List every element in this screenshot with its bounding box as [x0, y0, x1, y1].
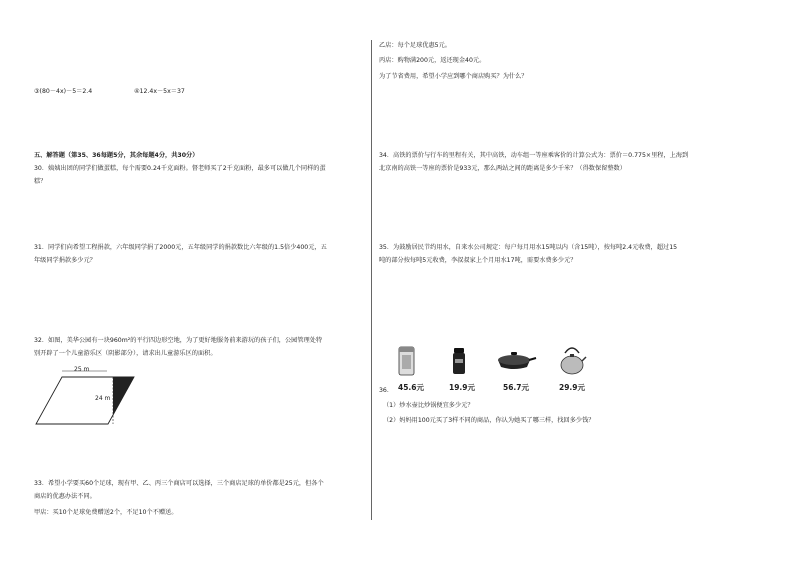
price-flask: 19.9元 [449, 383, 476, 392]
question-30-line-2: 糕？ [34, 178, 47, 185]
question-30-line-1: 30．姨姨出团的同学们做蛋糕，每个需要0.24千克面粉。督老师买了2千克面粉，最多可以做几个同样的蛋 [34, 165, 326, 172]
question-34-line-1: 34．高铁的票价与行车的里程有关，其中高铁，动车组一等座乘客价的计算公式为：票价＝0.775×里程，上海到 [379, 152, 689, 159]
question-35-line-1: 35．为鼓励居民节约用水，自来水公司规定：每户每月用水15吨以内（含15吨），按每吨2.4元收费，超过15 [379, 244, 678, 251]
section-5-heading: 五、解答题（第35、36每题5分，其余每题4分，共30分） [34, 152, 199, 159]
question-31-line-1: 31．同学们向希望工程捐款，六年级同学捐了2000元，五年级同学的捐款数比六年级的1.5倍少400元，五 [34, 244, 327, 251]
shop-c-offer: 丙店：购物满200元，返还现金40元。 [379, 57, 486, 64]
question-31-line-2: 年级同学捐款多少元？ [34, 257, 96, 264]
question-33-line-2: 商店的优惠办法不同。 [34, 493, 96, 500]
question-36-number: 36． [379, 387, 394, 394]
question-35-line-2: 吨的部分按每吨5元收费，李叔叔家上个月用水17吨，需要水费多少元？ [379, 257, 577, 264]
shaded-play-area [108, 377, 134, 424]
price-kettle: 29.9元 [559, 383, 586, 392]
question-33-line-1: 33．希望小学要买60个足球，现有甲、乙、丙三个商店可以选择，三个商店足球的单价都是25元，但各个 [34, 480, 324, 487]
column-divider [371, 40, 372, 520]
figure-side-label: 24 m [95, 395, 111, 402]
figure-top-label: 25 m [74, 366, 90, 373]
frying-pan-icon [496, 348, 536, 372]
price-pan: 56.7元 [503, 383, 530, 392]
thermos-cup-icon [396, 345, 418, 377]
question-34-line-2: 北京南的高铁一等座的票价是933元，那么两站之间的距离是多少千米？（得数保留整数） [379, 165, 626, 172]
shop-b-offer: 乙店：每个足球优惠5元。 [379, 42, 451, 49]
question-36-part-1: （1）炒水壶比炒锅便宜多少元？ [383, 402, 474, 409]
price-thermos: 45.6元 [398, 383, 425, 392]
vacuum-flask-icon [451, 347, 467, 375]
kettle-icon [558, 343, 586, 375]
question-32-line-1: 32．如图，美华公园有一块960m²的平行四边形空地，为了更好地服务前来游玩的孩子们，公园管理处特 [34, 337, 323, 344]
equation-4: ④12.4x－5x＝37 [134, 88, 185, 95]
parallelogram-figure [34, 366, 144, 428]
question-33-shop-a: 甲店：买10个足球免费赠送2个，不足10个不赠送。 [34, 509, 178, 516]
equation-3: ③(80－4x)－5＝2.4 [34, 88, 93, 95]
question-32-line-2: 别开辟了一个儿童游乐区（阴影部分），请求出儿童游乐区的面积。 [34, 350, 217, 357]
question-33-ask: 为了节省费用，希望小学应到哪个商店购买？为什么？ [379, 73, 528, 80]
question-36-part-2: （2）妈妈用100元买了3样不同的商品，你认为她买了哪三样，找回多少钱？ [383, 417, 595, 424]
